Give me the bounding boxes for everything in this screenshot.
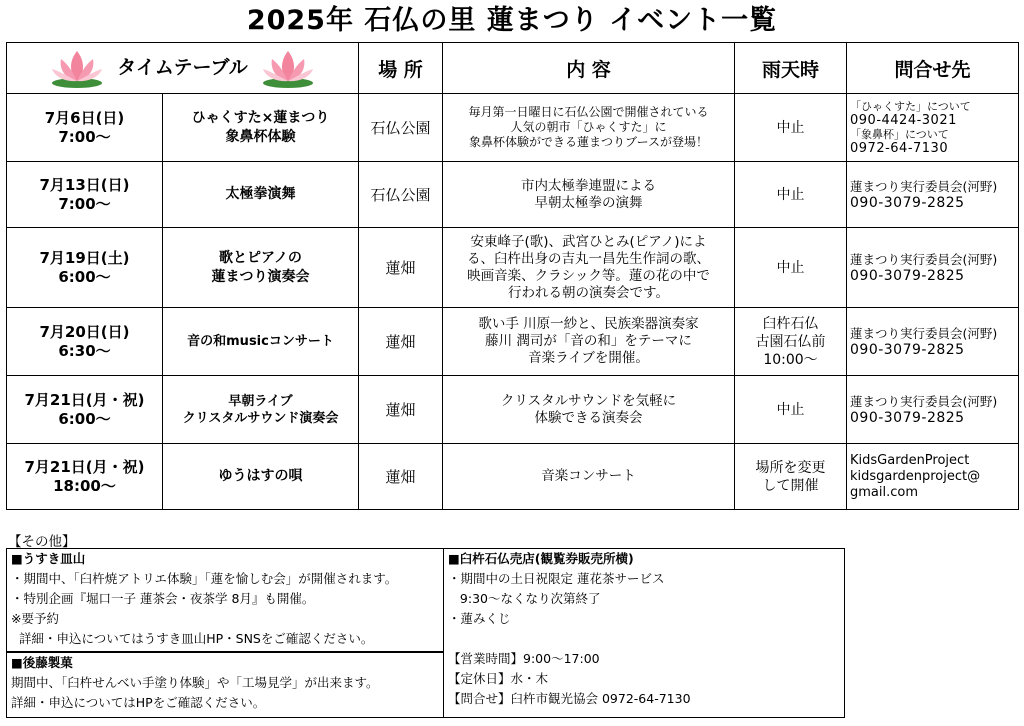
rain-cell: 場所を変更 して開催 (735, 444, 847, 510)
contact-cell: 蓮まつり実行委員会(河野) 090-3079-2825 (847, 228, 1019, 308)
sekibutsu-shop-heading: ■臼杵石仏売店(観覧券販売所横) (448, 551, 634, 566)
event-table (6, 42, 1019, 510)
rain-cell: 中止 (735, 162, 847, 228)
desc-cell: 音楽コンサート (443, 444, 735, 510)
place-header: 場 所 (359, 43, 443, 94)
event-cell: 太極拳演舞 (163, 162, 359, 228)
table-row (7, 376, 1019, 444)
date-cell: 7月21日(月・祝) 6:00〜 (7, 376, 163, 444)
table-row (7, 228, 1019, 308)
event-cell: 早朝ライブ クリスタルサウンド演奏会 (163, 376, 359, 444)
event-cell: 歌とピアノの 蓮まつり演奏会 (163, 228, 359, 308)
place-cell: 蓮畑 (359, 308, 443, 376)
table-row (7, 162, 1019, 228)
sekibutsu-shop-box: ■臼杵石仏売店(観覧券販売所横) ・期間中の土日祝限定 蓮花茶サービス 9:30〜なくなり次第終了 ・蓮みくじ 【営業時間】9:00〜17:00 【定休日】水・木 【問合せ】臼杵市観光協会 0972-64-7130 (443, 548, 845, 718)
contact-cell: 「ひゃくすた」について 090-4424-3021 「象鼻杯」について 0972-64-7130 (847, 94, 1019, 162)
rain-cell: 中止 (735, 228, 847, 308)
desc-cell: 歌い手 川原一紗と、民族楽器演奏家 藤川 潤司が「音の和」をテーマに 音楽ライブを開催。 (443, 308, 735, 376)
goto-seika-heading: ■後藤製菓 (11, 655, 73, 670)
date-cell: 7月19日(土) 6:00〜 (7, 228, 163, 308)
event-cell: ゆうはすの唄 (163, 444, 359, 510)
place-cell: 蓮畑 (359, 228, 443, 308)
table-row (7, 94, 1019, 162)
usuki-sarayama-heading: ■うすき皿山 (11, 551, 86, 566)
date-cell: 7月21日(月・祝) 18:00〜 (7, 444, 163, 510)
place-cell: 石仏公園 (359, 94, 443, 162)
usuki-sarayama-box: ■うすき皿山 ・期間中、「臼杵焼アトリエ体験」「蓮を愉しむ会」が開催されます。 ・特別企画『堀口一子 蓮茶会・夜茶学 8月』も開催。 ※要予約 詳細・申込についてはうすき皿山HP・SNSをご確認ください。 (6, 548, 444, 652)
place-cell: 蓮畑 (359, 376, 443, 444)
place-cell: 石仏公園 (359, 162, 443, 228)
table-header-row (7, 43, 1019, 94)
contact-header: 問合せ先 (847, 43, 1019, 94)
lotus-icon (260, 47, 316, 89)
table-row (7, 308, 1019, 376)
date-cell: 7月6日(日) 7:00〜 (7, 94, 163, 162)
goto-seika-box: ■後藤製菓 期間中、「臼杵せんべい手塗り体験」や「工場見学」が出来ます。 詳細・申込についてはHPをご確認ください。 (6, 652, 444, 718)
desc-cell: 安東峰子(歌)、武宮ひとみ(ピアノ)によ る、臼杵出身の吉丸一昌先生作詞の歌、 映画音楽、クラシック等。蓮の花の中で 行われる朝の演奏会です。 (443, 228, 735, 308)
date-cell: 7月20日(日) 6:30〜 (7, 308, 163, 376)
contact-cell: 蓮まつり実行委員会(河野) 090-3079-2825 (847, 376, 1019, 444)
timetable-label: タイムテーブル (117, 56, 248, 79)
contact-cell: KidsGardenProject kidsgardenproject@ gmail.com (847, 444, 1019, 510)
lotus-icon (49, 47, 105, 89)
place-cell: 蓮畑 (359, 444, 443, 510)
page-title: 2025年 石仏の里 蓮まつり イベント一覧 (246, 5, 778, 36)
table-row (7, 444, 1019, 510)
timetable-header (7, 43, 359, 94)
desc-cell: クリスタルサウンドを気軽に 体験できる演奏会 (443, 376, 735, 444)
other-section (6, 548, 845, 718)
rain-cell: 中止 (735, 376, 847, 444)
desc-cell: 市内太極拳連盟による 早朝太極拳の演舞 (443, 162, 735, 228)
rain-cell: 中止 (735, 94, 847, 162)
desc-cell: 毎月第一日曜日に石仏公園で開催されている 人気の朝市「ひゃくすた」に 象鼻杯体験ができる蓮まつりブースが登場！ (443, 94, 735, 162)
other-section-label: 【その他】 (8, 534, 76, 550)
content-header: 内 容 (443, 43, 735, 94)
contact-cell: 蓮まつり実行委員会(河野) 090-3079-2825 (847, 162, 1019, 228)
date-cell: 7月13日(日) 7:00〜 (7, 162, 163, 228)
rain-header: 雨天時 (735, 43, 847, 94)
rain-cell: 臼杵石仏 古園石仏前 10:00〜 (735, 308, 847, 376)
event-cell: ひゃくすた×蓮まつり 象鼻杯体験 (163, 94, 359, 162)
contact-cell: 蓮まつり実行委員会(河野) 090-3079-2825 (847, 308, 1019, 376)
event-cell: 音の和musicコンサート (163, 308, 359, 376)
